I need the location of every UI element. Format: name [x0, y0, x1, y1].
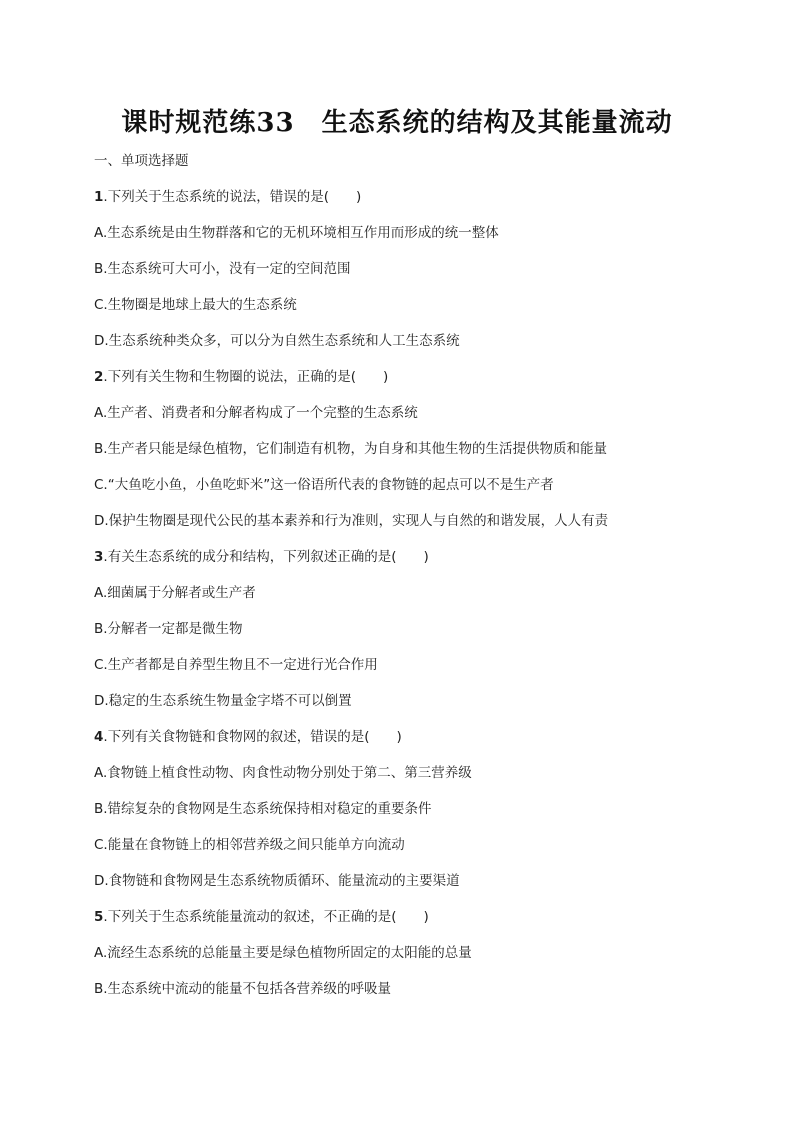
- question-2-option-d: D.保护生物圈是现代公民的基本素养和行为准则，实现人与自然的和谐发展，人人有责: [94, 513, 609, 529]
- question-4-option-c: C.能量在食物链上的相邻营养级之间只能单方向流动: [94, 837, 405, 853]
- question-5-stem: [94, 908, 429, 926]
- question-2-option-b: B.生产者只能是绿色植物，它们制造有机物，为自身和其他生物的生活提供物质和能量: [94, 441, 608, 457]
- question-text: .下列关于生态系统的说法，错误的是( ): [103, 189, 362, 205]
- question-5-option-b: B.生态系统中流动的能量不包括各营养级的呼吸量: [94, 981, 392, 997]
- question-5-option-a: A.流经生态系统的总能量主要是绿色植物所固定的太阳能的总量: [94, 945, 472, 961]
- question-3-option-d: D.稳定的生态系统生物量金字塔不可以倒置: [94, 693, 352, 709]
- question-2-stem: [94, 368, 388, 386]
- question-4-stem: [94, 728, 402, 746]
- question-1-option-c: C.生物圈是地球上最大的生态系统: [94, 297, 297, 313]
- question-2-option-a: A.生产者、消费者和分解者构成了一个完整的生态系统: [94, 405, 418, 421]
- question-number: 2: [94, 369, 104, 385]
- question-text: .下列有关食物链和食物网的叙述，错误的是( ): [103, 729, 402, 745]
- question-3-option-a: A.细菌属于分解者或生产者: [94, 585, 256, 601]
- question-number: 3: [94, 549, 104, 565]
- question-1-option-b: B.生态系统可大可小，没有一定的空间范围: [94, 261, 351, 277]
- section-heading: 一、单项选择题: [94, 153, 189, 169]
- question-1-option-d: D.生态系统种类众多，可以分为自然生态系统和人工生态系统: [94, 333, 460, 349]
- question-4-option-a: A.食物链上植食性动物、肉食性动物分别处于第二、第三营养级: [94, 765, 472, 781]
- question-number: 4: [94, 729, 104, 745]
- question-3-stem: [94, 548, 429, 566]
- question-3-option-b: B.分解者一定都是微生物: [94, 621, 243, 637]
- question-4-option-b: B.错综复杂的食物网是生态系统保持相对稳定的重要条件: [94, 801, 432, 817]
- question-text: .下列关于生态系统能量流动的叙述，不正确的是( ): [103, 909, 429, 925]
- question-2-option-c: C.“大鱼吃小鱼，小鱼吃虾米”这一俗语所代表的食物链的起点可以不是生产者: [94, 477, 554, 493]
- question-number: 1: [94, 189, 104, 205]
- question-3-option-c: C.生产者都是自养型生物且不一定进行光合作用: [94, 657, 378, 673]
- page-title: 课时规范练33 生态系统的结构及其能量流动: [121, 108, 673, 138]
- question-4-option-d: D.食物链和食物网是生态系统物质循环、能量流动的主要渠道: [94, 873, 460, 889]
- question-text: .下列有关生物和生物圈的说法，正确的是( ): [103, 369, 389, 385]
- question-1-option-a: A.生态系统是由生物群落和它的无机环境相互作用而形成的统一整体: [94, 225, 499, 241]
- question-number: 5: [94, 909, 104, 925]
- question-text: .有关生态系统的成分和结构，下列叙述正确的是( ): [103, 549, 429, 565]
- question-1-stem: [94, 188, 361, 206]
